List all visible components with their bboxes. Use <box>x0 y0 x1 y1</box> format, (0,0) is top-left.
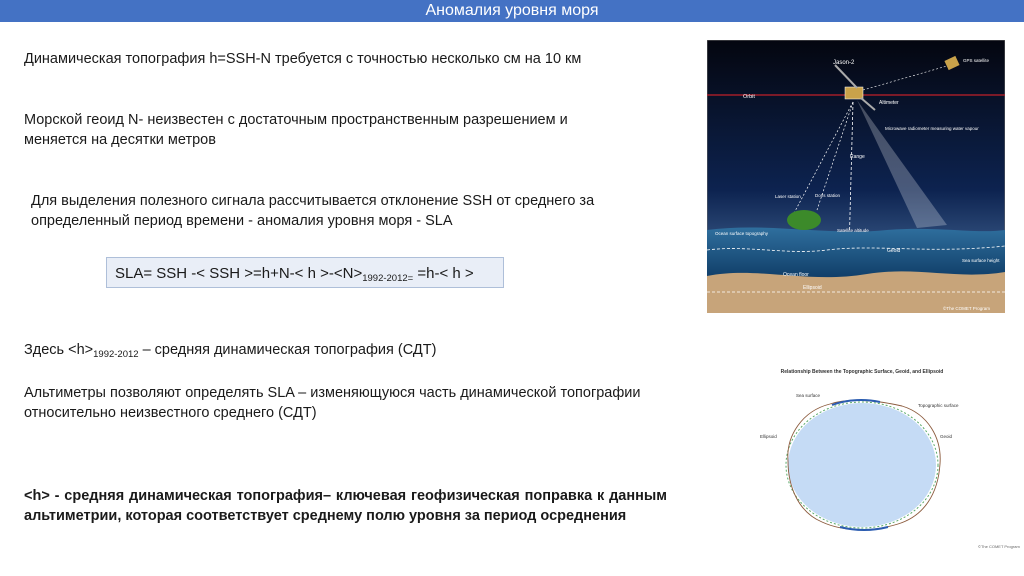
label-altimeter: Altimeter <box>879 100 899 106</box>
label-ellipsoid: Ellipsoid <box>803 285 822 291</box>
paragraph-mdt-key-correction: <h> - средняя динамическая топография– ключевая геофизическая поправка к данным альтиметрии, которая соответствует среднему полю уровня за период осреднения <box>24 488 667 524</box>
label-ellipsoid-2: Ellipsoid <box>760 434 777 439</box>
formula-subscript: 1992-2012= <box>362 273 414 284</box>
formula-tail: =h-< h > <box>413 265 474 282</box>
label-credit-2: ©The COMET Program <box>978 544 1020 549</box>
label-ocean-floor: Ocean floor <box>783 272 809 278</box>
label-ocean-topo: Ocean surface topography <box>715 231 769 236</box>
label-gps: GPS satellite <box>963 58 990 63</box>
label-orbit: Orbit <box>743 94 755 100</box>
label-geoid-2: Geoid <box>940 434 953 439</box>
title-bar <box>0 0 1024 22</box>
paragraph-signal-extraction: Для выделения полезного сигнала рассчитывается отклонение SSH от среднего за определенный период времени - аномалия уровня моря - SLA <box>31 193 595 229</box>
altimetry-diagram <box>707 40 1005 313</box>
sla-formula-box <box>106 257 504 288</box>
paragraph-dynamic-topography: Динамическая топография h=SSH-N требуется с точностью несколько см на 10 км <box>24 51 582 67</box>
mdt-pre: Здесь <h> <box>24 342 94 358</box>
mdt-subscript: 1992-2012 <box>93 349 139 360</box>
label-sea-height: Sea surface height <box>962 258 1000 263</box>
label-sea-surface: Sea surface <box>796 393 821 398</box>
label-laser: Laser station <box>775 194 801 199</box>
formula-main: SLA= SSH -< SSH >=h+N-< h >-<N> <box>115 265 363 282</box>
label-geoid: Geoid <box>887 248 901 254</box>
figure2-title: Relationship Between the Topographic Surface, Geoid, and Ellipsoid <box>780 369 944 375</box>
mdt-post: – средняя динамическая топография (СДТ) <box>138 342 437 358</box>
slide-title: Аномалия уровня моря <box>425 2 599 19</box>
label-jason: Jason-2 <box>833 60 855 66</box>
label-sat-altitude: Satellite altitude <box>837 228 869 233</box>
geoid-ellipsoid-diagram <box>752 366 1024 554</box>
label-range: Range <box>850 154 865 160</box>
paragraph-mdt-definition <box>24 340 624 365</box>
label-radiometer: Microwave radiometer measuring water vapour <box>885 126 979 131</box>
satellite-icon <box>845 87 863 99</box>
paragraph-altimeters: Альтиметры позволяют определять SLA – изменяющуюся часть динамической топографии относительно неизвестного среднего (СДТ) <box>24 385 641 421</box>
label-topographic-surface: Topographic surface <box>918 403 959 408</box>
label-doris: Doris station <box>815 193 841 198</box>
label-credit: ©The COMET Program <box>943 306 990 311</box>
paragraph-marine-geoid: Морской геоид N- неизвестен с достаточным пространственным разрешением и меняется на десятки метров <box>24 112 568 148</box>
